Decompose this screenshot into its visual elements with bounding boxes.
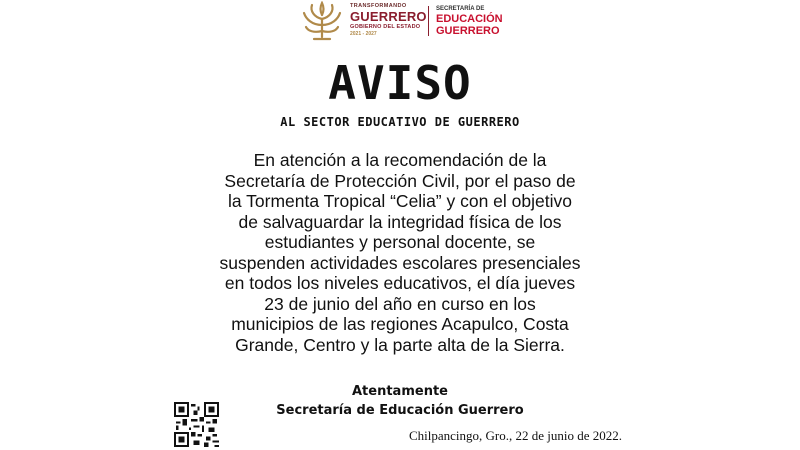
closing-signature bbox=[0, 382, 800, 420]
gov-years: 2021 - 2027 bbox=[350, 31, 377, 37]
closing-salutation: Atentamente bbox=[352, 384, 448, 399]
body-line: estudiantes y personal docente, se bbox=[264, 232, 536, 252]
body-line: la Tormenta Tropical “Celia” y con el objetivo bbox=[227, 191, 572, 211]
gov-subtitle: GOBIERNO DEL ESTADO bbox=[350, 24, 421, 30]
body-line: de salvaguardar la integridad física de los bbox=[238, 211, 562, 232]
body-line: suspenden actividades escolares presenciales bbox=[219, 252, 581, 273]
gov-name: GUERRERO bbox=[350, 9, 427, 24]
body-line: En atención a la recomendación de la bbox=[253, 150, 547, 170]
secretariat-logo bbox=[436, 5, 503, 37]
guerrero-emblem-icon bbox=[300, 1, 344, 41]
sec-name-1: EDUCACIÓN bbox=[436, 13, 503, 25]
logo-divider bbox=[428, 6, 429, 36]
body-line: 23 de junio del año en curso en los bbox=[264, 293, 536, 314]
body-line: en todos los niveles educativos, el día jueves bbox=[224, 273, 576, 293]
body-line: Secretaría de Protección Civil, por el paso de bbox=[224, 170, 576, 191]
gov-tagline: TRANSFORMANDO bbox=[350, 3, 407, 9]
header bbox=[0, 0, 800, 44]
closing-signatory: Secretaría de Educación Guerrero bbox=[276, 403, 524, 418]
place-date: Chilpancingo, Gro., 22 de junio de 2022. bbox=[408, 428, 622, 443]
sec-prefix: SECRETARÍA DE bbox=[436, 6, 485, 12]
sec-name-2: GUERRERO bbox=[436, 25, 500, 37]
body-line: municipios de las regiones Acapulco, Costa bbox=[231, 314, 569, 334]
notice-body bbox=[170, 150, 630, 355]
government-logo bbox=[350, 3, 427, 38]
notice-title: AVISO bbox=[328, 56, 472, 110]
notice-subtitle: AL SECTOR EDUCATIVO DE GUERRERO bbox=[280, 115, 520, 129]
body-line: Grande, Centro y la parte alta de la Sierra. bbox=[235, 334, 565, 355]
qr-code-icon[interactable] bbox=[174, 402, 219, 447]
